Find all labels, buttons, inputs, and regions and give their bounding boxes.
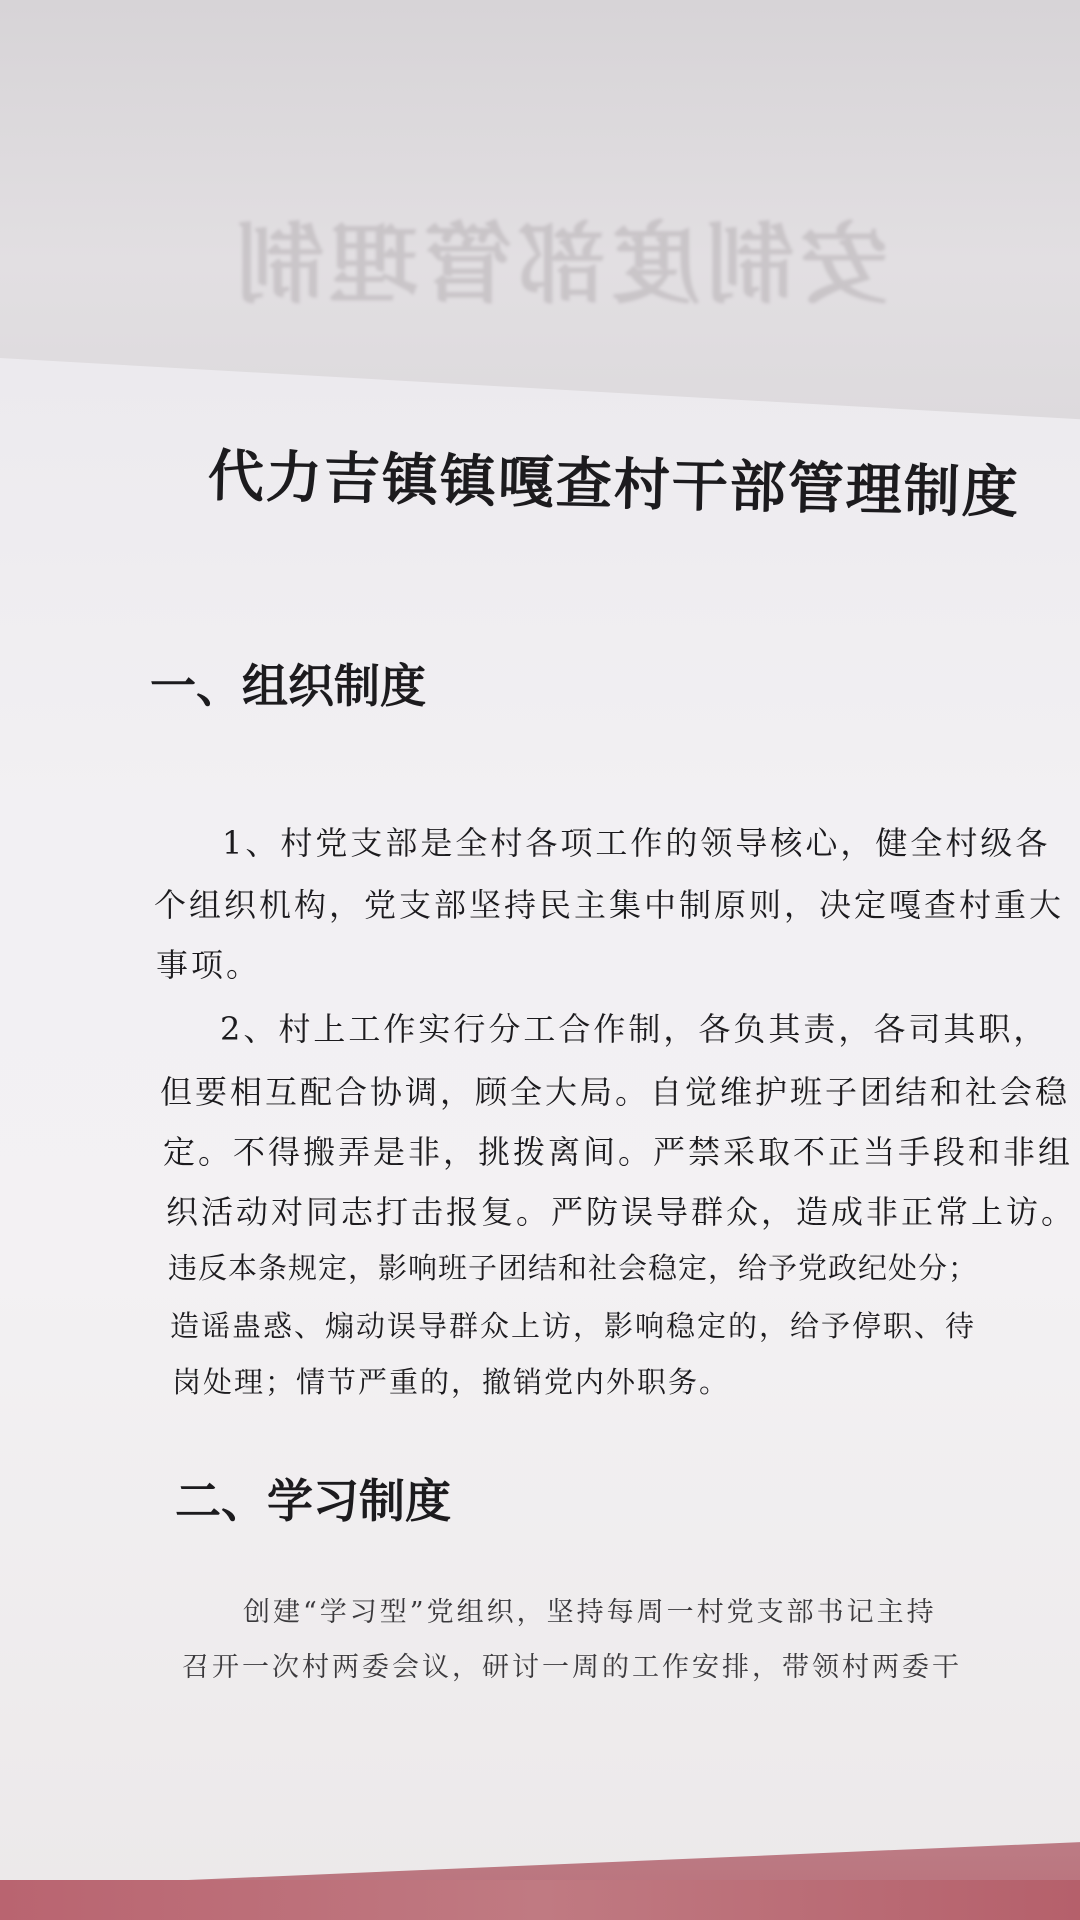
paragraph-line: 创建“学习型”党组织，坚持每周一村党支部书记主持 xyxy=(243,1597,937,1628)
bleed-through-text: 安制度部管理制 xyxy=(230,212,889,316)
paragraph-line: 个组织机构，党支部坚持民主集中制原则，决定嘎查村重大 xyxy=(154,886,1065,924)
paragraph-line: 织活动对同志打击报复。严防误导群众，造成非正常上访。 xyxy=(166,1193,1077,1231)
paragraph-line: 岗处理；情节严重的，撤销党内外职务。 xyxy=(172,1365,731,1399)
section-heading-organization: 一、组织制度 xyxy=(150,659,426,713)
paragraph-line: 2、村上工作实行分工合作制，各负其责，各司其职， xyxy=(220,1010,1049,1048)
paragraph-line: 定。不得搬弄是非，挑拨离间。严禁采取不正当手段和非组 xyxy=(163,1133,1074,1171)
table-surface xyxy=(0,1880,1080,1920)
section-heading-study: 二、学习制度 xyxy=(175,1474,451,1528)
paragraph-line: 事项。 xyxy=(156,946,262,984)
paragraph-line: 召开一次村两委会议，研讨一周的工作安排，带领村两委干 xyxy=(182,1652,962,1683)
paragraph-line: 造谣蛊惑、煽动误导群众上访，影响稳定的，给予停职、待 xyxy=(170,1309,977,1343)
paragraph-line: 1、村党支部是全村各项工作的领导核心，健全村级各 xyxy=(222,824,1051,862)
document-title: 代力吉镇镇嘎查村干部管理制度 xyxy=(207,443,1021,526)
paragraph-line: 违反本条规定，影响班子团结和社会稳定，给予党政纪处分； xyxy=(168,1251,979,1285)
paragraph-line: 但要相互配合协调，顾全大局。自觉维护班子团结和社会稳 xyxy=(160,1073,1071,1111)
